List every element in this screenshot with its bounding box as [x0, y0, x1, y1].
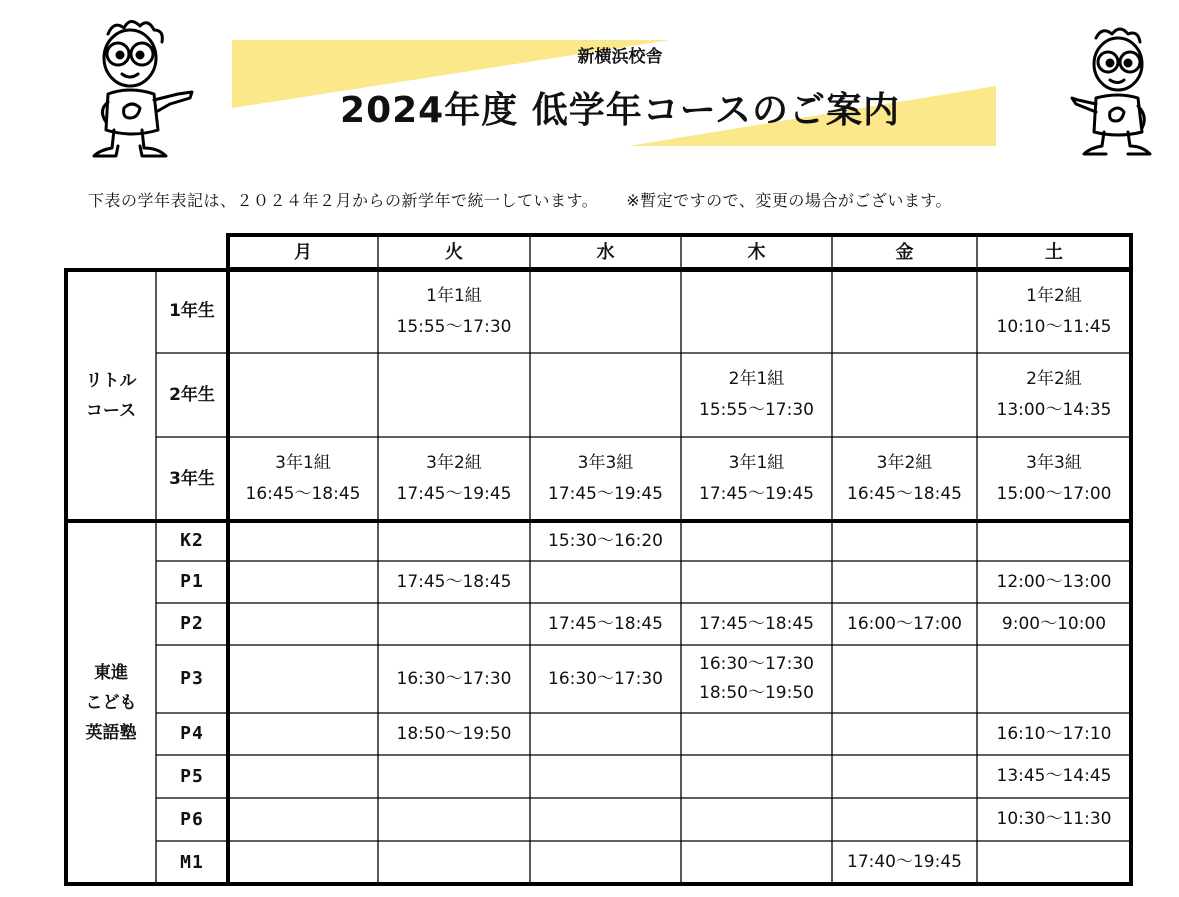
lesson-time: 18:50〜19:50: [699, 683, 814, 703]
lesson-slot: [977, 798, 1131, 841]
lesson-slot: [977, 713, 1131, 755]
class-name: 3年2組: [876, 453, 933, 473]
boy-mascot-left-icon: [86, 14, 204, 160]
class-name: 1年2組: [1026, 285, 1082, 306]
level-label-cell: [156, 841, 228, 884]
lesson-slot: [832, 841, 977, 884]
class-time: 16:45〜18:45: [245, 484, 361, 504]
lesson-slot: [378, 645, 530, 713]
boy-mascot-right-icon: [1070, 26, 1162, 160]
group-english-line1: 東進: [94, 662, 128, 683]
lesson-time: 10:30〜11:30: [996, 809, 1112, 829]
class-name: 3年3組: [577, 453, 634, 473]
class-slot: [378, 270, 530, 353]
campus-name: 新横浜校舎: [577, 47, 663, 67]
class-name: 3年3組: [1026, 453, 1082, 473]
grade-label-cell: [156, 270, 228, 353]
day-header-label: 金: [895, 242, 914, 263]
grade-label: 2年生: [169, 384, 215, 405]
lesson-slot: [530, 603, 681, 645]
level-label: P3: [180, 668, 204, 689]
lesson-slot: [681, 645, 832, 713]
class-name: 2年1組: [728, 369, 785, 389]
class-slot: [977, 353, 1131, 437]
class-time: 15:55〜17:30: [396, 316, 512, 337]
class-time: 17:45〜19:45: [396, 484, 512, 504]
grade-label: 1年生: [169, 301, 215, 321]
level-label-cell: [156, 645, 228, 713]
lesson-time: 16:10〜17:10: [996, 723, 1112, 744]
day-header-label: 水: [596, 242, 615, 263]
page-title: 2024年度 低学年コースのご案内: [340, 90, 900, 131]
lesson-slot: [977, 603, 1131, 645]
class-name: 3年2組: [426, 453, 482, 473]
day-header-label: 木: [747, 242, 766, 263]
lesson-time: 18:50〜19:50: [396, 723, 512, 744]
lesson-slot: [977, 755, 1131, 798]
class-time: 15:00〜17:00: [996, 484, 1112, 504]
lesson-slot: [530, 521, 681, 561]
lesson-slot: [530, 645, 681, 713]
group-little-line2: コース: [85, 400, 137, 421]
level-label: P5: [180, 765, 204, 787]
lesson-slot: [681, 603, 832, 645]
day-header-cell: [228, 237, 378, 269]
day-header-label: 土: [1045, 242, 1063, 263]
class-slot: [228, 437, 378, 521]
level-label-cell: [156, 755, 228, 798]
lesson-time: 12:00〜13:00: [996, 571, 1112, 592]
class-slot: [977, 437, 1131, 521]
class-time: 17:45〜19:45: [548, 484, 663, 504]
day-header-label: 月: [294, 242, 312, 263]
class-name: 1年1組: [426, 285, 482, 306]
lesson-time: 17:45〜18:45: [699, 613, 814, 634]
day-header-cell: [378, 237, 530, 269]
lesson-time: 17:45〜18:45: [396, 571, 512, 592]
lesson-time: 17:45〜18:45: [548, 613, 663, 634]
level-label-cell: [156, 521, 228, 561]
class-time: 15:55〜17:30: [699, 400, 814, 420]
day-header-cell: [530, 237, 681, 269]
day-header-cell: [977, 237, 1131, 269]
lesson-time: 16:30〜17:30: [699, 654, 814, 674]
notice-line: [88, 188, 952, 211]
lesson-slot: [832, 603, 977, 645]
lesson-time: 13:45〜14:45: [996, 766, 1112, 786]
class-time: 13:00〜14:35: [996, 400, 1112, 420]
lesson-slot: [977, 561, 1131, 603]
lesson-time: 17:40〜19:45: [847, 852, 962, 872]
class-slot: [977, 270, 1131, 353]
class-time: 10:10〜11:45: [996, 316, 1112, 337]
level-label: P2: [180, 613, 204, 634]
level-label: P4: [180, 723, 204, 744]
lesson-slot: [378, 561, 530, 603]
level-label: K2: [180, 530, 204, 551]
class-name: 3年1組: [275, 453, 331, 473]
grade-label-cell: [156, 437, 228, 521]
lesson-time: 16:00〜17:00: [847, 613, 962, 634]
grade-notation-note: 下表の学年表記は、２０２４年２月からの新学年で統一しています。: [88, 191, 599, 210]
level-label-cell: [156, 561, 228, 603]
lesson-time: 15:30〜16:20: [548, 530, 663, 551]
lesson-slot: [378, 713, 530, 755]
day-header-cell: [832, 237, 977, 269]
class-time: 17:45〜19:45: [699, 484, 814, 504]
group-label-little: [66, 270, 156, 521]
class-slot: [530, 437, 681, 521]
lesson-time: 16:30〜17:30: [548, 668, 663, 689]
day-header-cell: [681, 237, 832, 269]
lesson-time: 16:30〜17:30: [396, 668, 512, 689]
class-slot: [378, 437, 530, 521]
provisional-note: ※暫定ですので、変更の場合がございます。: [626, 191, 953, 210]
level-label: M1: [180, 851, 204, 873]
class-name: 2年2組: [1026, 369, 1082, 389]
class-name: 3年1組: [728, 453, 785, 473]
level-label-cell: [156, 798, 228, 841]
group-english-line3: 英語塾: [85, 722, 137, 743]
class-slot: [832, 437, 977, 521]
group-label-english: [66, 521, 156, 884]
group-english-line2: こども: [85, 692, 137, 713]
level-label-cell: [156, 713, 228, 755]
level-label: P1: [180, 571, 204, 592]
group-little-line1: リトル: [85, 370, 137, 391]
lesson-time: 9:00〜10:00: [1001, 613, 1107, 634]
grade-label-cell: [156, 353, 228, 437]
grade-label: 3年生: [169, 468, 215, 489]
class-slot: [681, 437, 832, 521]
level-label: P6: [180, 808, 204, 830]
class-slot: [681, 353, 832, 437]
class-time: 16:45〜18:45: [847, 484, 962, 504]
level-label-cell: [156, 603, 228, 645]
day-header-label: 火: [445, 242, 463, 263]
